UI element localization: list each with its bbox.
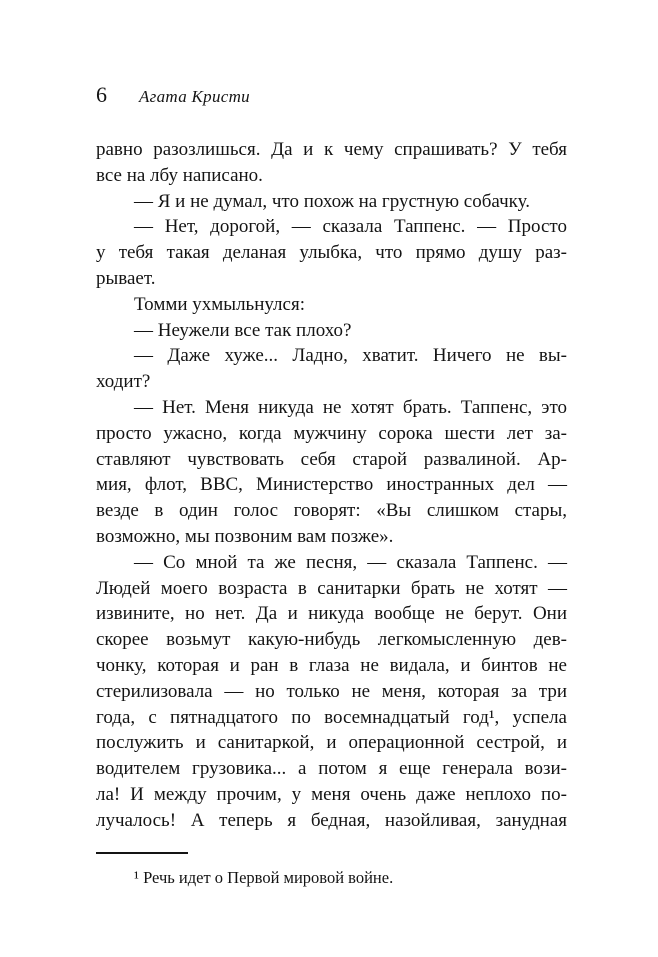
text-line: послужить и санитаркой, и операционной сестрой, и	[96, 732, 567, 754]
text-line: ла! И между прочим, у меня очень даже неплохо по-	[96, 783, 567, 805]
running-author: Агата Кристи	[139, 87, 250, 106]
text-line: равно разозлишься. Да и к чему спрашивать? У тебя	[96, 139, 567, 160]
body-text	[96, 137, 567, 834]
text-line: везде в один голос говорят: «Вы слишком стары,	[96, 500, 567, 522]
text-line: чонку, которая и ран в глаза не видала, и бинтов не	[96, 654, 567, 676]
text-line: лучалось! А теперь я бедная, назойливая, занудная	[96, 809, 567, 831]
footnote-text: ¹ Речь идет о Первой мировой войне.	[134, 868, 394, 887]
page-number: 6	[96, 82, 107, 107]
text-line: возможно, мы позвоним вам позже».	[96, 525, 394, 547]
text-line: скорее возьмут какую-нибудь легкомысленную дев-	[96, 629, 567, 651]
text-line: стерилизовала — но только не меня, которая за три	[96, 680, 567, 702]
text-line: — Нет, дорогой, — сказала Таппенс. — Просто	[134, 216, 567, 238]
running-header	[96, 83, 567, 107]
text-line: Томми ухмыльнулся:	[134, 293, 305, 315]
text-line: водителем грузовика... а потом я еще генерала вози-	[96, 758, 567, 780]
text-line: — Я и не думал, что похож на грустную собачку.	[134, 190, 530, 212]
text-line: просто ужасно, когда мужчину сорока шести лет за-	[96, 422, 567, 444]
text-line: года, с пятнадцатого по восемнадцатый год¹, успела	[96, 706, 567, 728]
text-line: — Со мной та же песня, — сказала Таппенс. —	[134, 551, 567, 573]
text-line: ходит?	[96, 371, 151, 393]
text-line: мия, флот, ВВС, Министерство иностранных дел —	[96, 474, 567, 496]
text-line: — Нет. Меня никуда не хотят брать. Таппенс, это	[134, 396, 567, 418]
text-line: извините, но нет. Да и никуда вообще не берут. Они	[96, 603, 567, 625]
text-line: Людей моего возраста в санитарки брать не хотят —	[96, 577, 567, 599]
footnote-divider	[96, 852, 188, 854]
text-line: — Неужели все так плохо?	[134, 319, 352, 341]
text-line: ставляют чувствовать себя старой развалиной. Ар-	[96, 448, 567, 470]
text-line: рывает.	[96, 267, 156, 289]
text-line: все на лбу написано.	[96, 164, 263, 186]
text-line: у тебя такая деланая улыбка, что прямо душу раз-	[96, 242, 567, 264]
text-line: — Даже хуже... Ладно, хватит. Ничего не вы-	[134, 345, 567, 367]
